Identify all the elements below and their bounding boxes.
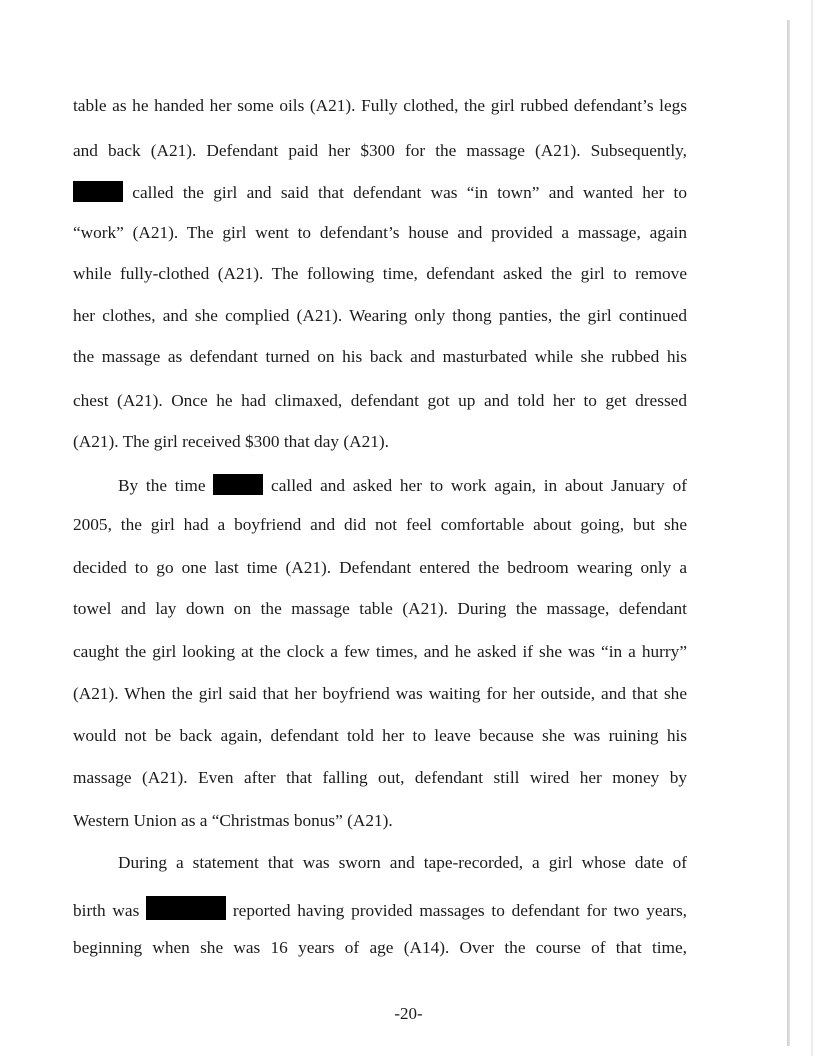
text-segment: called the girl and said that defendant was “in town” and wanted her to bbox=[123, 183, 687, 202]
text-line-20 bbox=[73, 896, 687, 921]
text-line-13: towel and lay down on the massage table (A21). During the massage, defendant bbox=[73, 599, 687, 618]
text-line-4: “work” (A21). The girl went to defendant’s house and provided a massage, again bbox=[73, 223, 687, 242]
text-line-17: massage (A21). Even after that falling out, defendant still wired her money by bbox=[73, 768, 687, 787]
text-line-21: beginning when she was 16 years of age (A14). Over the course of that time, bbox=[73, 938, 687, 957]
text-line-1: table as he handed her some oils (A21). Fully clothed, the girl rubbed defendant’s legs bbox=[73, 96, 687, 115]
text-line-12: decided to go one last time (A21). Defendant entered the bedroom wearing only a bbox=[73, 558, 687, 577]
text-line-16: would not be back again, defendant told her to leave because she was ruining his bbox=[73, 726, 687, 745]
text-line-6: her clothes, and she complied (A21). Wearing only thong panties, the girl continued bbox=[73, 306, 687, 325]
scan-border-line bbox=[787, 20, 790, 1046]
redaction-block bbox=[146, 896, 226, 920]
text-segment: called and asked her to work again, in about January of bbox=[263, 476, 687, 495]
text-line-2: and back (A21). Defendant paid her $300 for the massage (A21). Subsequently, bbox=[73, 141, 687, 160]
redaction-block bbox=[213, 474, 263, 495]
text-line-9: (A21). The girl received $300 that day (A21). bbox=[73, 432, 389, 451]
text-line-11: 2005, the girl had a boyfriend and did not feel comfortable about going, but she bbox=[73, 515, 687, 534]
page-number: -20- bbox=[394, 1004, 423, 1023]
text-line-3 bbox=[73, 181, 687, 203]
text-line-8: chest (A21). Once he had climaxed, defendant got up and told her to get dressed bbox=[73, 391, 687, 410]
text-line-5: while fully-clothed (A21). The following time, defendant asked the girl to remove bbox=[73, 264, 687, 283]
text-line-19: During a statement that was sworn and tape-recorded, a girl whose date of bbox=[118, 853, 687, 872]
scan-border-shadow bbox=[811, 0, 813, 1056]
text-segment: reported having provided massages to defendant for two years, bbox=[226, 901, 687, 920]
text-line-7: the massage as defendant turned on his back and masturbated while she rubbed his bbox=[73, 347, 687, 366]
text-line-14: caught the girl looking at the clock a few times, and he asked if she was “in a hurry” bbox=[73, 642, 687, 661]
text-line-10 bbox=[118, 474, 687, 496]
text-segment: birth was bbox=[73, 901, 147, 920]
text-segment: By the time bbox=[118, 476, 214, 495]
text-line-15: (A21). When the girl said that her boyfriend was waiting for her outside, and that she bbox=[73, 684, 687, 703]
text-line-18: Western Union as a “Christmas bonus” (A21). bbox=[73, 811, 393, 830]
redaction-block bbox=[73, 181, 123, 202]
